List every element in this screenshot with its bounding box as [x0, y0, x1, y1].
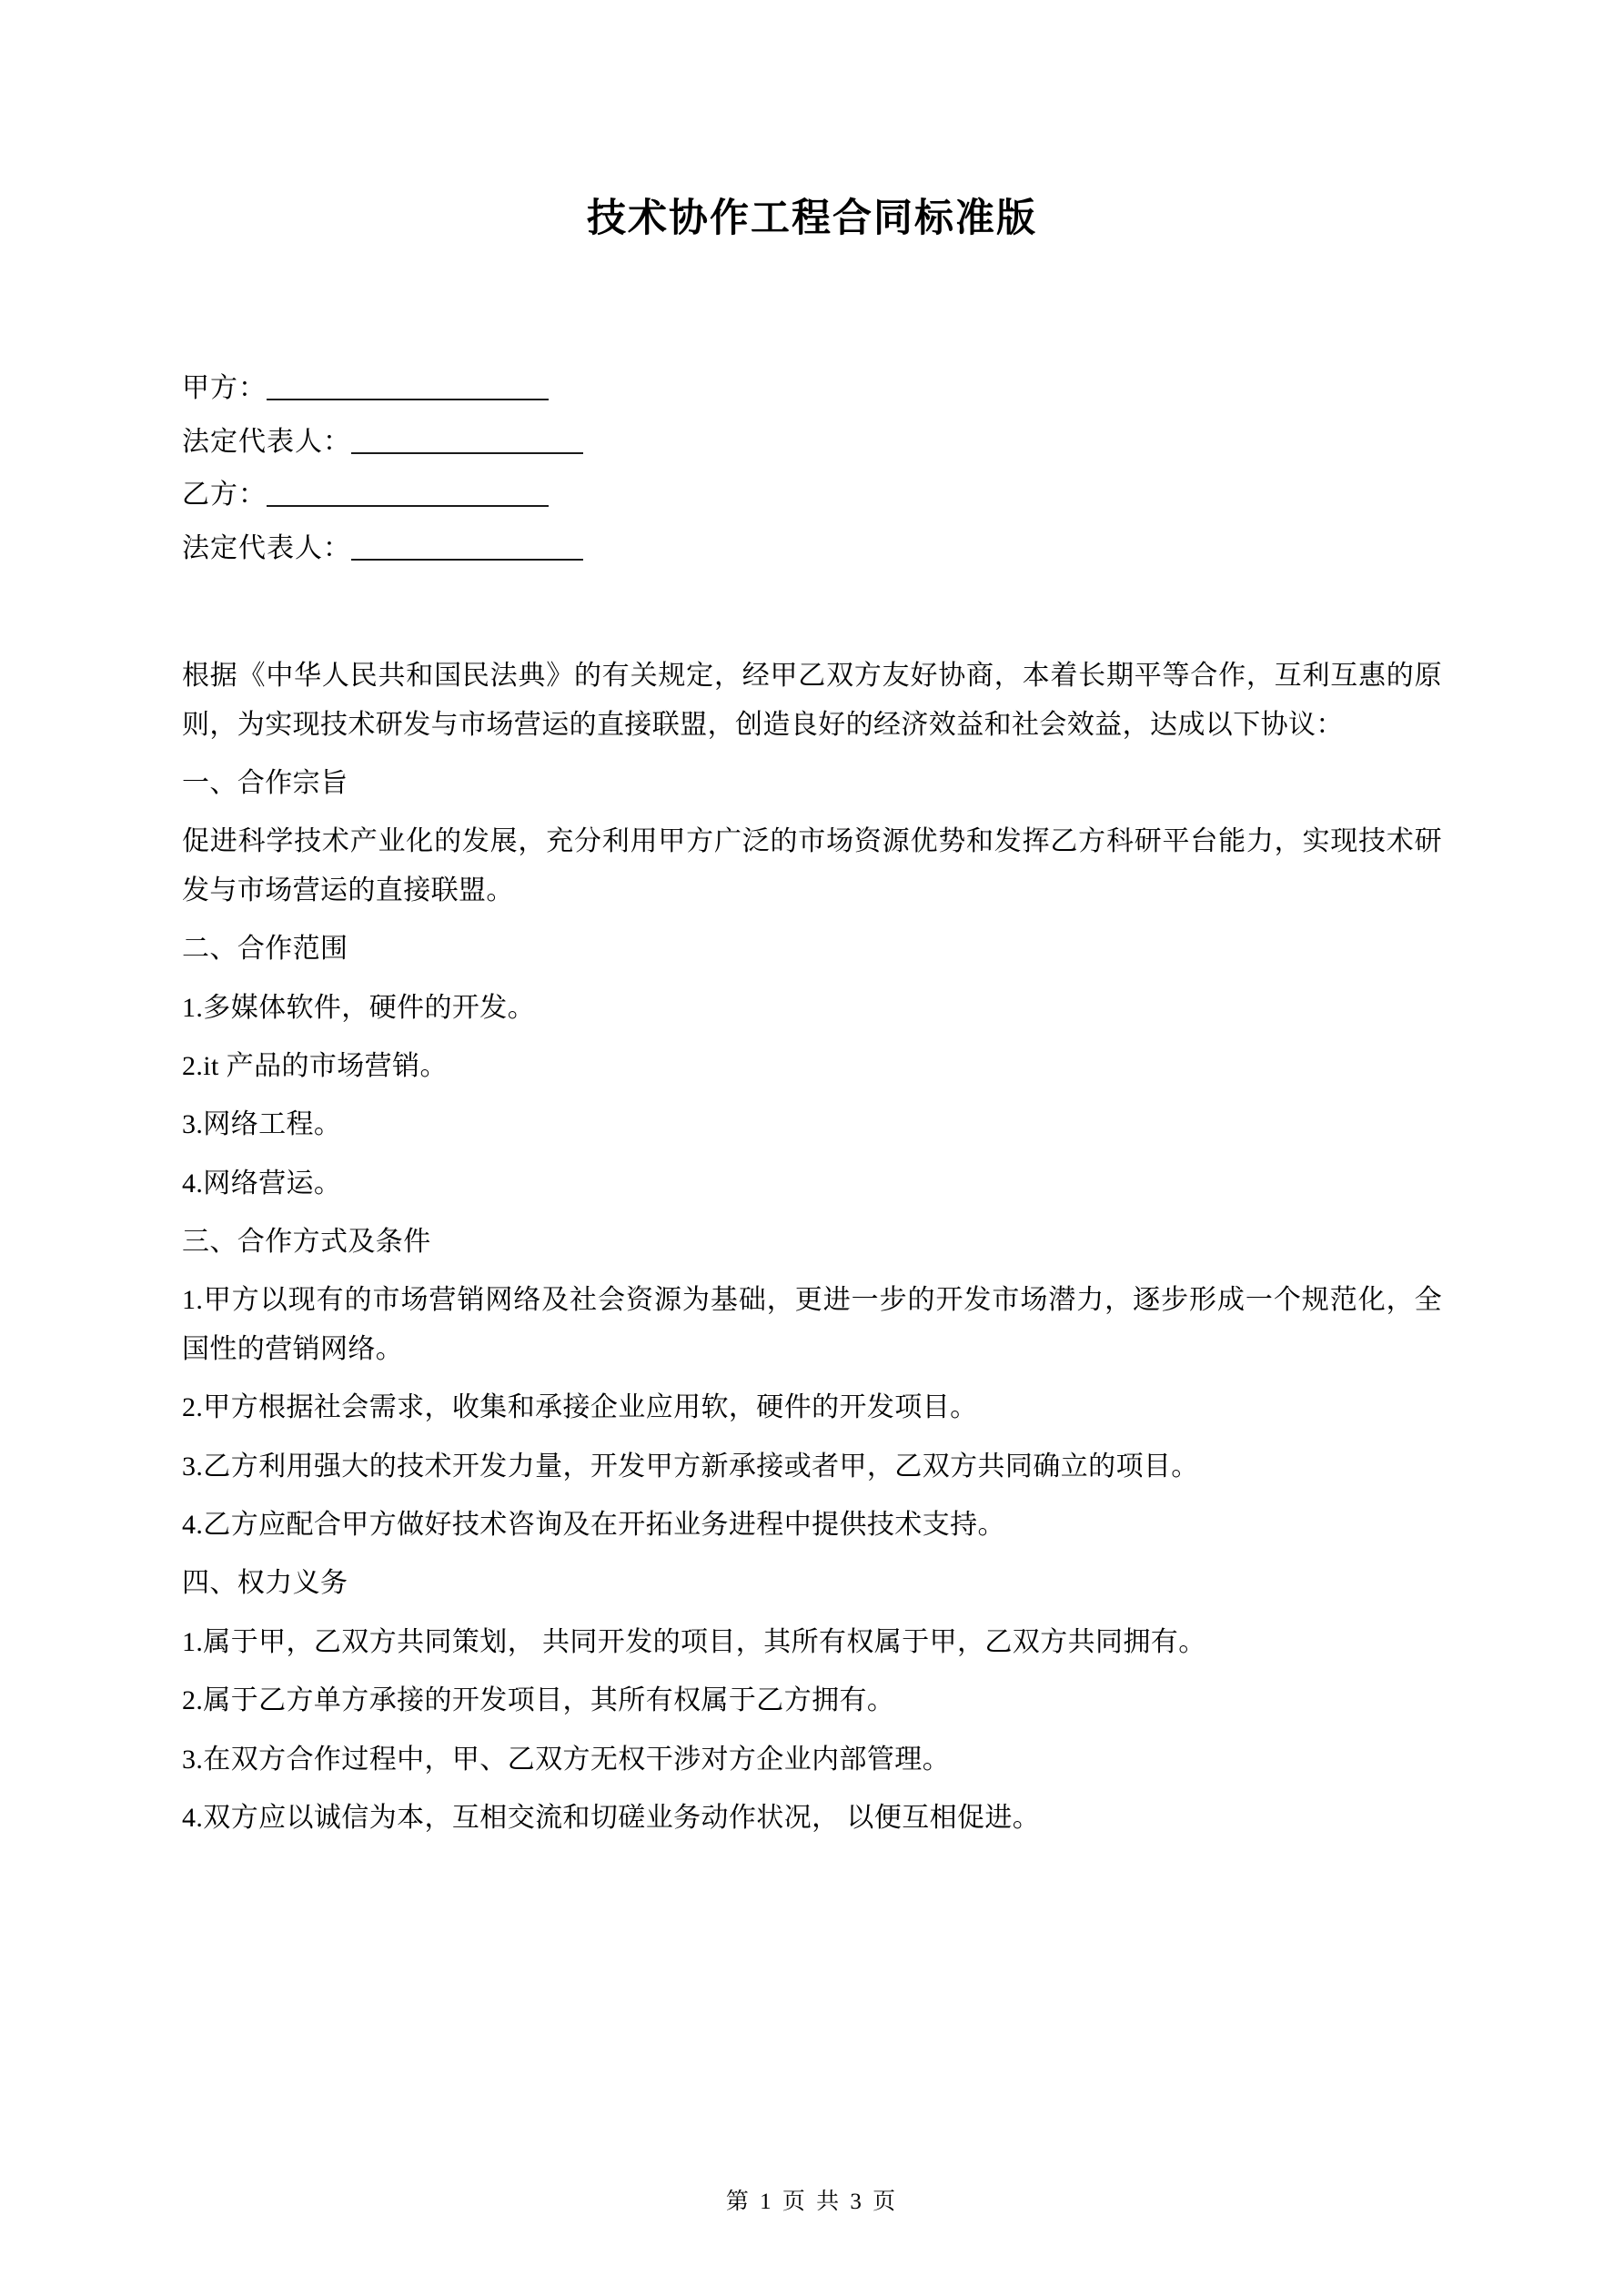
paragraph-rights-4: 4.双方应以诚信为本，互相交流和切磋业务动作状况， 以便互相促进。	[182, 1803, 1041, 1833]
paragraph-rights-3: 3.在双方合作过程中，甲、乙双方无权干涉对方企业内部管理。	[182, 1744, 951, 1775]
paragraph-method-2: 2.甲方根据社会需求，收集和承接企业应用软，硬件的开发项目。	[182, 1392, 978, 1423]
party-line-jiafang	[182, 362, 1442, 416]
paragraph-purpose: 促进科学技术产业化的发展，充分利用甲方广泛的市场资源优势和发挥乙方科研平台能力，实现技术研发与市场营运的直接联盟。	[182, 826, 1442, 905]
paragraph-method-3: 3.乙方利用强大的技术开发力量，开发甲方新承接或者甲，乙双方共同确立的项目。	[182, 1451, 1199, 1482]
paragraph-scope-4: 4.网络营运。	[182, 1168, 342, 1199]
party-label-jiafang-rep: 法定代表人：	[182, 426, 351, 457]
section-heading-3: 三、合作方式及条件	[182, 1227, 431, 1258]
paragraph-method-4: 4.乙方应配合甲方做好技术咨询及在开拓业务进程中提供技术支持。	[182, 1510, 1005, 1541]
party-line-yifang-rep	[182, 522, 1442, 576]
party-blank-yifang[interactable]	[267, 481, 549, 507]
paragraph-scope-1: 1.多媒体软件，硬件的开发。	[182, 992, 536, 1023]
party-blank-yifang-rep[interactable]	[351, 535, 583, 561]
paragraph-preamble: 根据《中华人民共和国民法典》的有关规定，经甲乙双方友好协商，本着长期平等合作，互利互惠的原则，为实现技术研发与市场营运的直接联盟，创造良好的经济效益和社会效益，达成以下协议：	[182, 661, 1442, 740]
party-label-yifang-rep: 法定代表人：	[182, 532, 351, 563]
paragraph-scope-2: 2.it 产品的市场营销。	[182, 1050, 448, 1081]
paragraph-method-1: 1.甲方以现有的市场营销网络及社会资源为基础，更进一步的开发市场潜力，逐步形成一个规范化，全国性的营销网络。	[182, 1285, 1442, 1364]
page-title: 技术协作工程合同标准版	[587, 196, 1037, 241]
party-label-jiafang: 甲方：	[182, 373, 267, 404]
paragraph-rights-2: 2.属于乙方单方承接的开发项目，其所有权属于乙方拥有。	[182, 1685, 895, 1716]
party-label-yifang: 乙方：	[182, 480, 267, 511]
contract-body	[182, 652, 1442, 1842]
party-blank-jiafang-rep[interactable]	[351, 429, 583, 454]
page-footer: 第 1 页 共 3 页	[725, 2190, 899, 2214]
section-heading-2: 二、合作范围	[182, 934, 348, 965]
party-line-yifang	[182, 469, 1442, 522]
party-blank-jiafang[interactable]	[267, 375, 549, 400]
section-heading-4: 四、权力义务	[182, 1568, 348, 1599]
party-line-jiafang-rep	[182, 416, 1442, 470]
party-information-block	[182, 362, 1442, 575]
paragraph-scope-3: 3.网络工程。	[182, 1109, 342, 1140]
section-heading-1: 一、合作宗旨	[182, 767, 348, 798]
paragraph-rights-1: 1.属于甲，乙双方共同策划， 共同开发的项目，其所有权属于甲，乙双方共同拥有。	[182, 1626, 1206, 1657]
